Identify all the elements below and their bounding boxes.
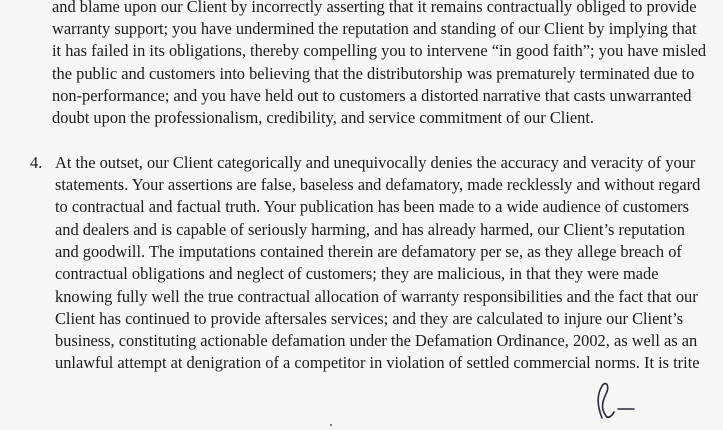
text-line: to contractual and factual truth. Your publication has been made to a wide audience of customers [55,197,690,216]
scan-speck [330,424,332,426]
text-line: and goodwill. The imputations contained therein are defamatory per se, as they allege breach of [55,242,682,261]
text-line: it has failed in its obligations, thereby compelling you to intervene “in good faith”; you have misled [52,41,707,60]
text-line: the public and customers into believing that the distributorship was prematurely terminated due to [52,64,695,83]
text-line: warranty support; you have undermined the reputation and standing of our Client by implying that [52,19,697,38]
paragraph-number: 4. [30,153,43,172]
text-line: and dealers and is capable of seriously harming, and has already harmed, our Client’s reputation [55,220,685,239]
text-line: At the outset, our Client categorically and unequivocally denies the accuracy and veracity of your [55,153,696,172]
text-line: knowing fully well the true contractual allocation of warranty responsibilities and the fact that our [55,287,698,306]
text-line: contractual obligations and neglect of customers; they are malicious, in that they were made [55,264,659,283]
text-line: business, constituting actionable defamation under the Defamation Ordinance, 2002, as well as an [55,331,698,350]
text-line: unlawful attempt at denigration of a competitor in violation of settled commercial norms. It is trite [55,353,700,372]
signature-initial [588,378,638,423]
text-line: non-performance; and you have held out to customers a distorted narrative that casts unwarranted [52,86,692,105]
text-line: doubt upon the professionalism, credibility, and service commitment of our Client. [52,108,594,127]
text-line: and blame upon our Client by incorrectly asserting that it remains contractually obliged to provide [52,0,697,16]
text-line: statements. Your assertions are false, baseless and defamatory, made recklessly and without regard [55,175,701,194]
text-line: Client has continued to provide aftersales services; and they are calculated to injure our Client’s [55,309,684,328]
